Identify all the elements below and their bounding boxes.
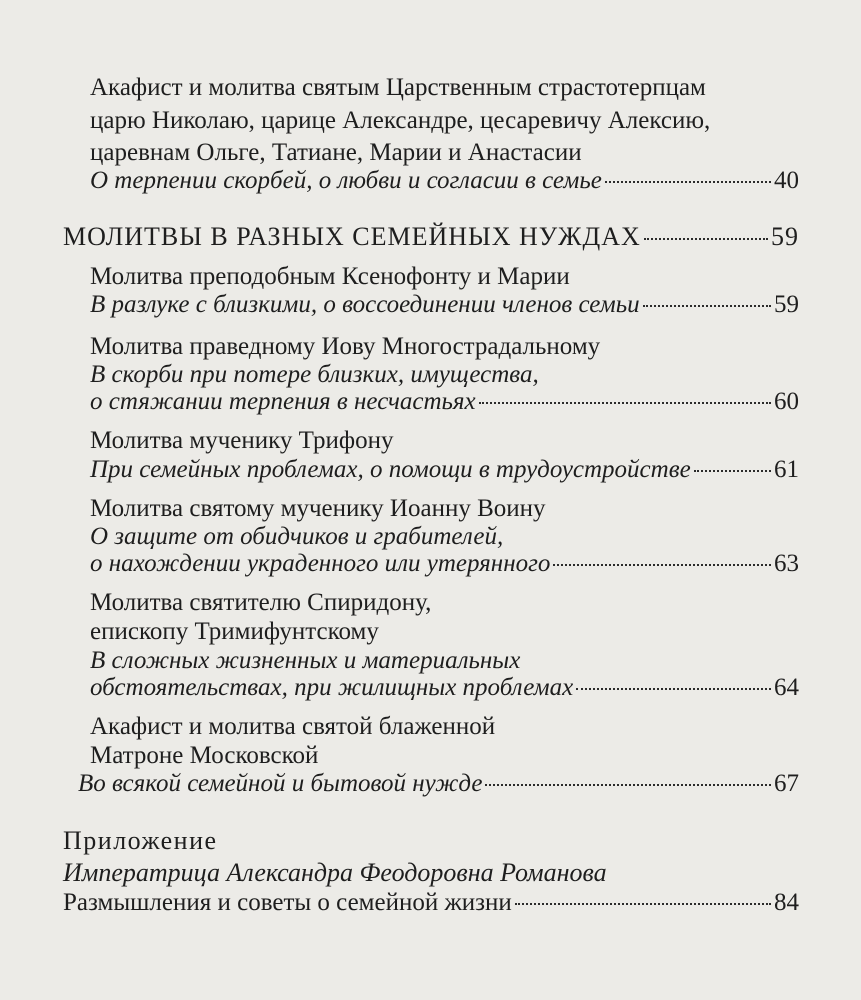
page-number: 60 — [774, 388, 799, 415]
entry-subtitle: обстоятельствах, при жилищных проблемах — [90, 674, 574, 701]
toc-entry-row[interactable] — [90, 387, 799, 417]
dot-leader — [576, 687, 771, 690]
entry-subtitle: При семейных проблемах, о помощи в трудоустройстве — [90, 456, 691, 483]
page-number: 59 — [771, 222, 799, 251]
entry-subtitle-line: В скорби при потере близких, имущества, — [90, 361, 539, 388]
appendix-item: Размышления и советы о семейной жизни — [63, 889, 512, 916]
dot-leader — [644, 237, 768, 240]
page-number: 40 — [774, 167, 799, 194]
entry-title-line: Молитва святому мученику Иоанну Воину — [90, 495, 546, 522]
dot-leader — [605, 180, 771, 183]
toc-entry-row[interactable] — [90, 455, 799, 485]
entry-title-line: царю Николаю, царице Александре, цесаревичу Алексию, — [90, 107, 711, 134]
entry-title-line: Матроне Московской — [90, 742, 319, 769]
dot-leader — [643, 304, 771, 307]
toc-entry-row[interactable] — [90, 290, 799, 320]
toc-entry-row[interactable] — [90, 673, 799, 703]
entry-subtitle: В разлуке с близкими, о воссоединении членов семьи — [90, 291, 640, 318]
entry-subtitle-line: О защите от обидчиков и грабителей, — [90, 523, 504, 550]
toc-entry-row[interactable] — [78, 769, 799, 799]
dot-leader — [553, 563, 771, 566]
entry-subtitle: о нахождении украденного или утерянного — [90, 550, 551, 577]
entry-subtitle: О терпении скорбей, о любви и согласии в семье — [90, 167, 602, 194]
entry-title-line: Акафист и молитва святым Царственным страстотерпцам — [90, 74, 706, 101]
entry-subtitle: о стяжании терпения в несчастьях — [90, 388, 476, 415]
page-number: 84 — [774, 889, 799, 916]
entry-subtitle-line: В сложных жизненных и материальных — [90, 647, 521, 674]
entry-title-line: царевнам Ольге, Татиане, Марии и Анастасии — [90, 139, 582, 166]
section-heading-row[interactable] — [63, 222, 799, 252]
page-number: 64 — [774, 674, 799, 701]
appendix-title: Приложение — [63, 826, 218, 855]
entry-title-line: Молитва праведному Иову Многострадальному — [90, 333, 601, 360]
toc-entry-row[interactable] — [90, 166, 799, 196]
toc-entry-row[interactable] — [90, 549, 799, 579]
dot-leader — [694, 469, 771, 472]
section-title: МОЛИТВЫ В РАЗНЫХ СЕМЕЙНЫХ НУЖДАХ — [63, 222, 641, 251]
dot-leader — [515, 902, 771, 905]
entry-subtitle: Во всякой семейной и бытовой нужде — [78, 770, 483, 797]
page-number: 61 — [774, 456, 799, 483]
page-number: 63 — [774, 550, 799, 577]
dot-leader — [479, 401, 771, 404]
page-number: 59 — [774, 291, 799, 318]
entry-title-line: Молитва преподобным Ксенофонту и Марии — [90, 263, 570, 290]
dot-leader — [485, 783, 771, 786]
page-number: 67 — [774, 770, 799, 797]
appendix-author: Императрица Александра Феодоровна Романова — [63, 858, 607, 887]
entry-title-line: Акафист и молитва святой блаженной — [90, 713, 496, 740]
toc-entry-row[interactable] — [63, 888, 799, 918]
entry-title-line: Молитва мученику Трифону — [90, 427, 394, 454]
entry-title-line: епископу Тримифунтскому — [90, 618, 379, 645]
entry-title-line: Молитва святителю Спиридону, — [90, 589, 432, 616]
